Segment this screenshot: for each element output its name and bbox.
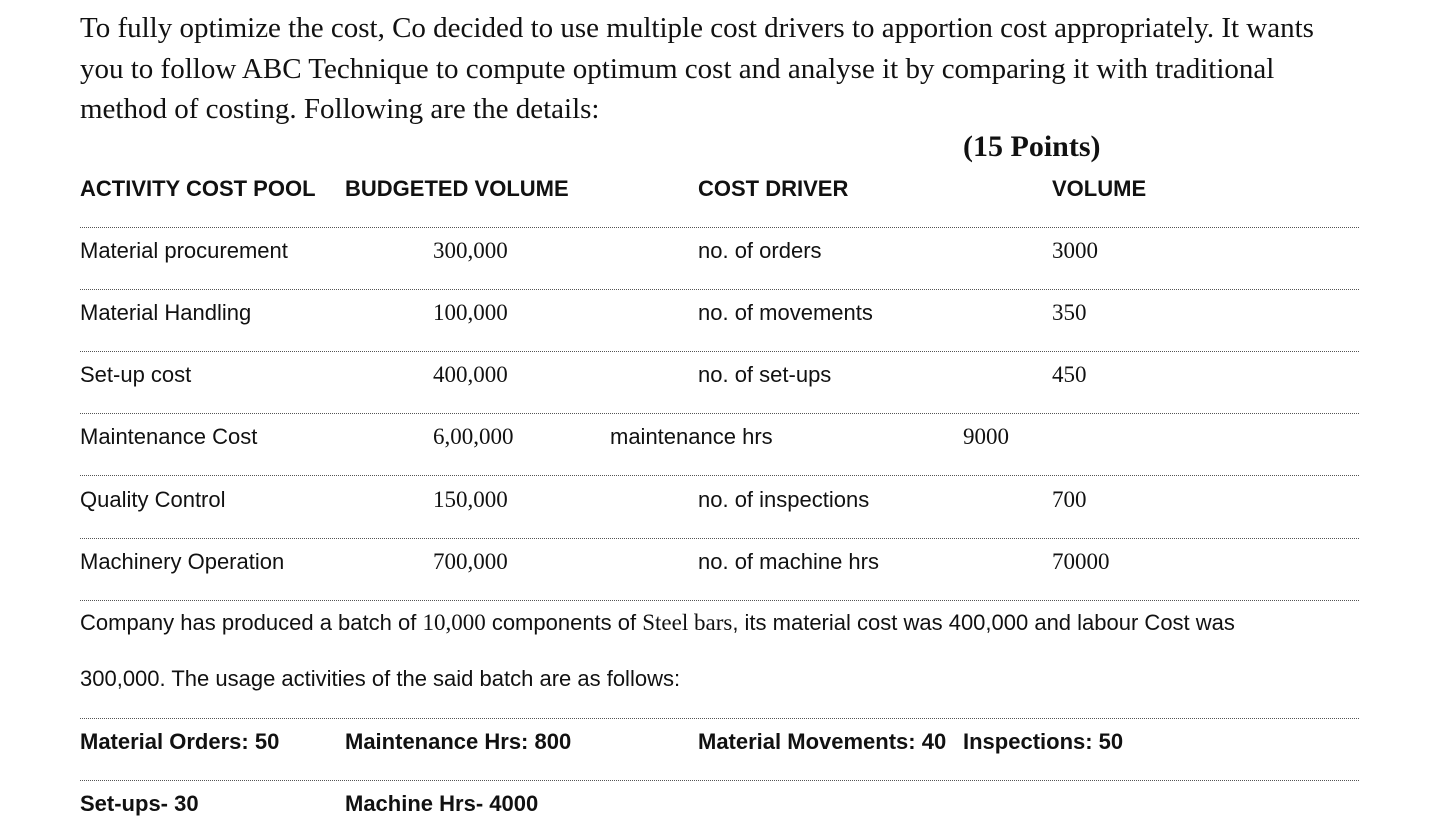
text-run: , its material cost was 400,000 and labour Cost was: [732, 610, 1235, 635]
row-pool: Material Handling: [80, 300, 252, 325]
intro-paragraph: To fully optimize the cost, Co decided to use multiple cost drivers to apportion cost appropriately. It wants you to follow ABC Technique to compute optimum cost and analyse it by comparing it with traditional method of costing. Following are the details:: [80, 12, 1314, 125]
usage-machine-hrs: Machine Hrs- 4000: [345, 791, 539, 816]
row-volume: 450: [1052, 362, 1087, 387]
row-pool: Material procurement: [80, 238, 288, 263]
header-budgeted-volume: BUDGETED VOLUME: [345, 176, 569, 201]
row-driver: no. of inspections: [698, 487, 870, 512]
header-volume: VOLUME: [1052, 176, 1147, 201]
row-driver: no. of set-ups: [698, 362, 832, 387]
usage-set-ups: Set-ups- 30: [80, 791, 199, 816]
row-driver: no. of orders: [698, 238, 822, 263]
divider: [80, 718, 1359, 719]
row-volume: 700: [1052, 487, 1087, 512]
divider: [80, 475, 1359, 476]
divider: [80, 227, 1359, 228]
header-activity-cost-pool: ACTIVITY COST POOL: [80, 176, 316, 201]
usage-material-movements: Material Movements: 40: [698, 729, 947, 754]
usage-inspections: Inspections: 50: [963, 729, 1124, 754]
usage-maintenance-hrs: Maintenance Hrs: 800: [345, 729, 572, 754]
points-label: (15 Points): [963, 130, 1101, 163]
row-budget: 400,000: [433, 362, 508, 387]
row-pool: Set-up cost: [80, 362, 192, 387]
usage-material-orders: Material Orders: 50: [80, 729, 280, 754]
header-cost-driver: COST DRIVER: [698, 176, 849, 201]
text-run: components of: [485, 610, 643, 635]
batch-paragraph-line-1: [80, 610, 1235, 636]
row-volume: 9000: [963, 424, 1009, 449]
row-driver: no. of machine hrs: [698, 549, 879, 574]
row-budget: 6,00,000: [433, 424, 514, 449]
divider: [80, 600, 1359, 601]
row-pool: Maintenance Cost: [80, 424, 258, 449]
row-pool: Quality Control: [80, 487, 226, 512]
row-budget: 700,000: [433, 549, 508, 574]
row-volume: 350: [1052, 300, 1087, 325]
row-pool: Machinery Operation: [80, 549, 285, 574]
text-run: Steel bars: [642, 610, 733, 635]
divider: [80, 413, 1359, 414]
divider: [80, 780, 1359, 781]
row-budget: 100,000: [433, 300, 508, 325]
row-driver: maintenance hrs: [610, 424, 773, 449]
row-driver: no. of movements: [698, 300, 873, 325]
divider: [80, 289, 1359, 290]
row-budget: 150,000: [433, 487, 508, 512]
text-run: 10,000: [422, 610, 486, 635]
text-run: Company has produced a batch of: [80, 610, 423, 635]
row-volume: 70000: [1052, 549, 1110, 574]
row-volume: 3000: [1052, 238, 1098, 263]
row-budget: 300,000: [433, 238, 508, 263]
batch-paragraph-line-2: 300,000. The usage activities of the said batch are as follows:: [80, 666, 681, 691]
divider: [80, 351, 1359, 352]
divider: [80, 538, 1359, 539]
